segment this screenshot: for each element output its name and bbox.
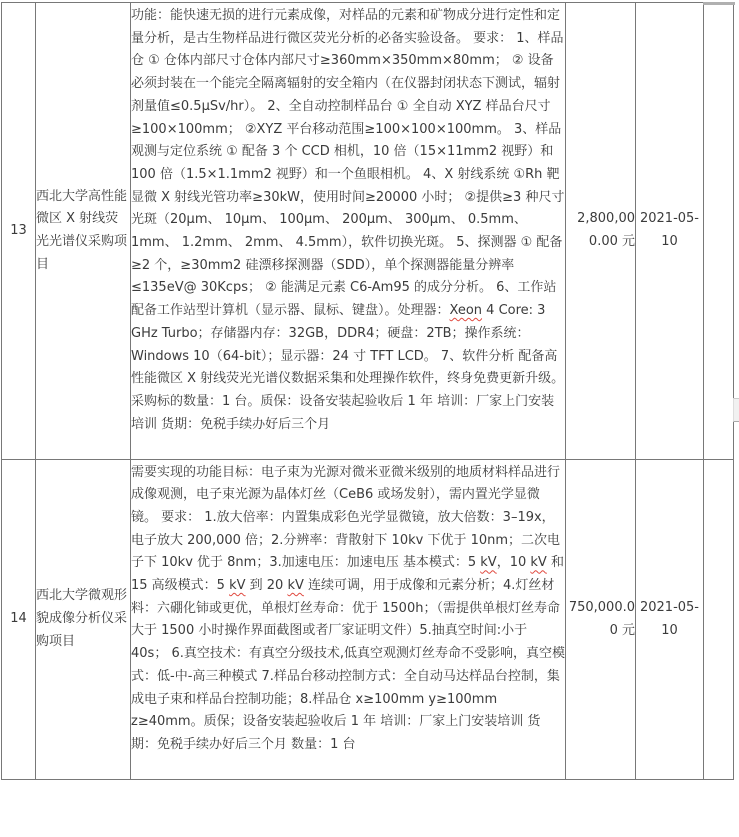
- description-cell[interactable]: [131, 3, 566, 460]
- procurement-table: [1, 2, 734, 780]
- description-text: 功能：能快速无损的进行元素成像，对样品的元素和矿物成分进行定性和定量分析，是古生物样品进行微区荧光分析的必备实验设备。 要求： 1、样品仓 ① 仓体内部尺寸仓体内部尺寸≥360mm×350mm×80mm； ② 设备必须封装在一个能完全隔离辐射的安全箱内（在仪器封闭状态下测试，辐射剂量值≤0.5μSv/hr）。 2、全自动控制样品台 ① 全自动 XYZ 样品台尺寸≥100×100mm； ②XYZ 平台移动范围≥100×100×100mm。 3、样品观测与定位系统 ① 配备 3 个 CCD 相机，10 倍（15×11mm2 视野）和 100 倍（1.5×1.1mm2 视野）和一个鱼眼相机。 4、X 射线系统 ①Rh 靶显微 X 射线光管功率≥30kW，使用时间≥20000 小时； ②提供≥3 种尺寸光斑（20μm、 10μm、 100μm、 200μm、 300μm、 0.5mm、 1mm、 1.2mm、 2mm、 4.5mm），软件切换光斑。 5、探测器 ① 配备≥2 个，≥30mm2 硅漂移探测器（SDD），单个探测器能量分辨率≤135eV@ 30Kcps； ② 能满足元素 C6-Am95 的成分分析。 6、工作站 配备工作站型计算机（显示器、鼠标、键盘）。处理器：Xeon 4 Core: 3 GHz Turbo；存储器内存：32GB，DDR4；硬盘：2TB；操作系统：Windows 10（64-bit）；显示器：24 寸 TFT LCD。 7、软件分析 配备高性能微区 X 射线荧光光谱仪数据采集和处理操作软件，终身免费更新升级。 采购标的数量：1 台。质保：设备安装起验收后 1 年 培训：厂家上门安装培训 货期：免税手续办好后三个月: [131, 8, 565, 432]
- table-row: [2, 460, 734, 780]
- scrollbar-thumb-fragment[interactable]: [733, 398, 739, 422]
- description-cell[interactable]: [131, 460, 566, 780]
- table-top-edge-fragment: [703, 2, 735, 5]
- budget-amount-cell[interactable]: 2,800,000.00 元: [566, 3, 636, 460]
- project-name-cell[interactable]: 西北大学微观形貌成像分析仪采购项目: [36, 460, 131, 780]
- publish-date-cell[interactable]: 2021-05-10: [636, 460, 704, 780]
- budget-amount-cell[interactable]: 750,000.00 元: [566, 460, 636, 780]
- table-row: [2, 3, 734, 460]
- publish-date-cell[interactable]: 2021-05-10: [636, 3, 704, 460]
- description-text: 需要实现的功能目标：电子束为光源对微米亚微米级别的地质材料样品进行成像观测，电子束光源为晶体灯丝（CeB6 或场发射），需内置光学显微镜。 要求： 1.放大倍率：内置集成彩色光学显微镜，放大倍数：3–19x，电子放大 200,000 倍；2.分辨率：背散射下 10kv 下优于 10nm；二次电子下 10kv 优于 8nm；3.加速电压：加速电压 基本模式：5 kV，10 kV 和 15 高级模式：5 kV 到 20 kV 连续可调，用于成像和元素分析；4.灯丝材料：六硼化铈或更优，单根灯丝寿命：优于 1500h；（需提供单根灯丝寿命大于 1500 小时操作界面截图或者厂家证明文件）5.抽真空时间:小于 40s； 6.真空技术：有真空分级技术,低真空观测灯丝寿命不受影响，真空模式：低-中-高三种模式 7.样品台移动控制方式：全自动马达样品台控制，集成电子束和样品台控制功能；8.样品仓 x≥100mm y≥100mm z≥40mm。质保；设备安装起验收后 1 年 培训：厂家上门安装培训 货期：免税手续办好后三个月 数量：1 台: [131, 464, 565, 752]
- empty-cell[interactable]: [704, 3, 734, 460]
- row-number-cell[interactable]: 13: [2, 3, 36, 460]
- empty-cell[interactable]: [704, 460, 734, 780]
- row-number-cell[interactable]: 14: [2, 460, 36, 780]
- project-name-cell[interactable]: 西北大学高性能微区 X 射线荧光光谱仪采购项目: [36, 3, 131, 460]
